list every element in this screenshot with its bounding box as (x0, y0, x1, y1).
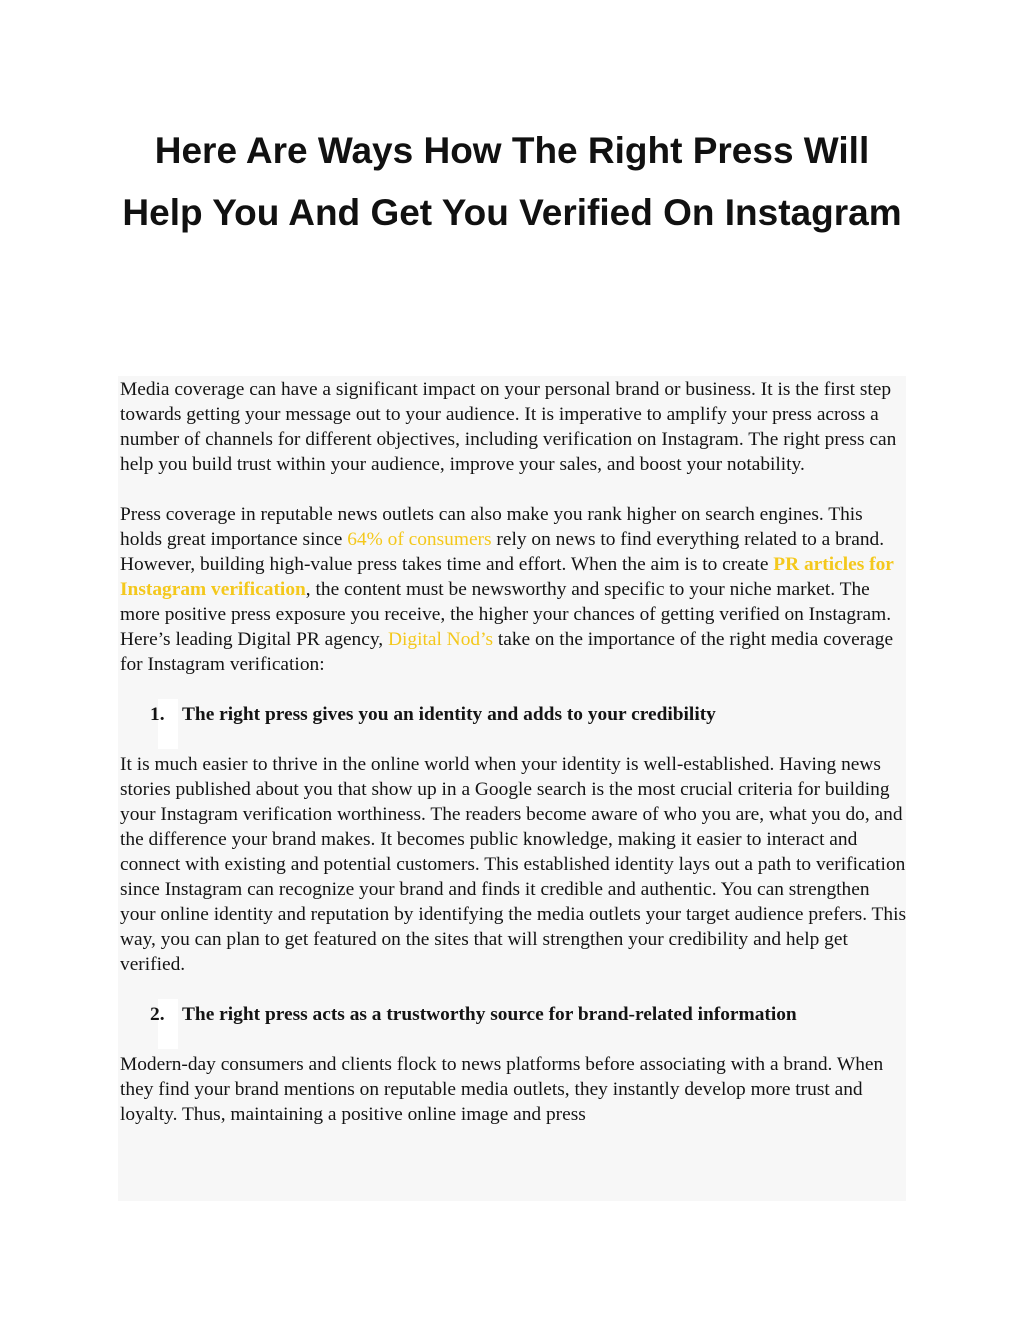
text-segment: rely on news to find everything related to a brand. However, building high-value press takes time and effort. When the aim is to create (120, 529, 885, 575)
section-heading-2 (120, 1002, 906, 1027)
intro-paragraph: Media coverage can have a significant impact on your personal brand or business. It is the first step towards getting your message out to your audience. It is imperative to amplify your press across a number of channels for different objectives, including verification on Instagram. The right press can help you build trust within your audience, improve your sales, and boost your notability. (120, 379, 897, 475)
section-heading-text: The right press acts as a trustworthy source for brand-related information (182, 1004, 797, 1025)
section-heading-text: The right press gives you an identity and adds to your credibility (182, 704, 716, 725)
identity-paragraph: It is much easier to thrive in the online world when your identity is well-established. Having news stories published about you that show up in a Google search is the most crucial criteria for building your Instagram verification worthiness. The readers become aware of who you are, what you do, and the difference your brand makes. It becomes public knowledge, making it easier to interact and connect with existing and potential customers. This established identity lays out a path to verification since Instagram can recognize your brand and finds it credible and authentic. You can strengthen your online identity and reputation by identifying the media outlets your target audience prefers. This way, you can plan to get featured on the sites that will strengthen your credibility and help get verified. (120, 754, 907, 975)
consumers-stat-link[interactable]: 64% of consumers (347, 529, 492, 550)
press-coverage-paragraph (120, 502, 906, 677)
section-heading-1 (120, 702, 906, 727)
pr-articles-link[interactable]: PR articles for Instagram verification (120, 554, 894, 600)
text-segment: take on the importance of the right media coverage for Instagram verification: (120, 629, 894, 675)
text-segment: , the content must be newsworthy and specific to your niche market. The more positive press exposure you receive, the higher your chances of getting verified on Instagram. Here’s leading Digital PR agency, (120, 579, 892, 650)
article-body (120, 376, 906, 1127)
page-title: Here Are Ways How The Right Press Will Help You And Get You Verified On Instagram (122, 130, 902, 233)
digital-nod-link[interactable]: Digital Nod’s (387, 629, 494, 650)
section-number: 1. (150, 704, 165, 725)
section-number: 2. (150, 1004, 165, 1025)
text-segment: Press coverage in reputable news outlets can also make you rank higher on search engines. This holds great importance since (120, 504, 863, 550)
trust-paragraph: Modern-day consumers and clients flock to news platforms before associating with a brand. When they find your brand mentions on reputable media outlets, they instantly develop more trust and loyalty. Thus, maintaining a positive online image and press (120, 1054, 884, 1125)
